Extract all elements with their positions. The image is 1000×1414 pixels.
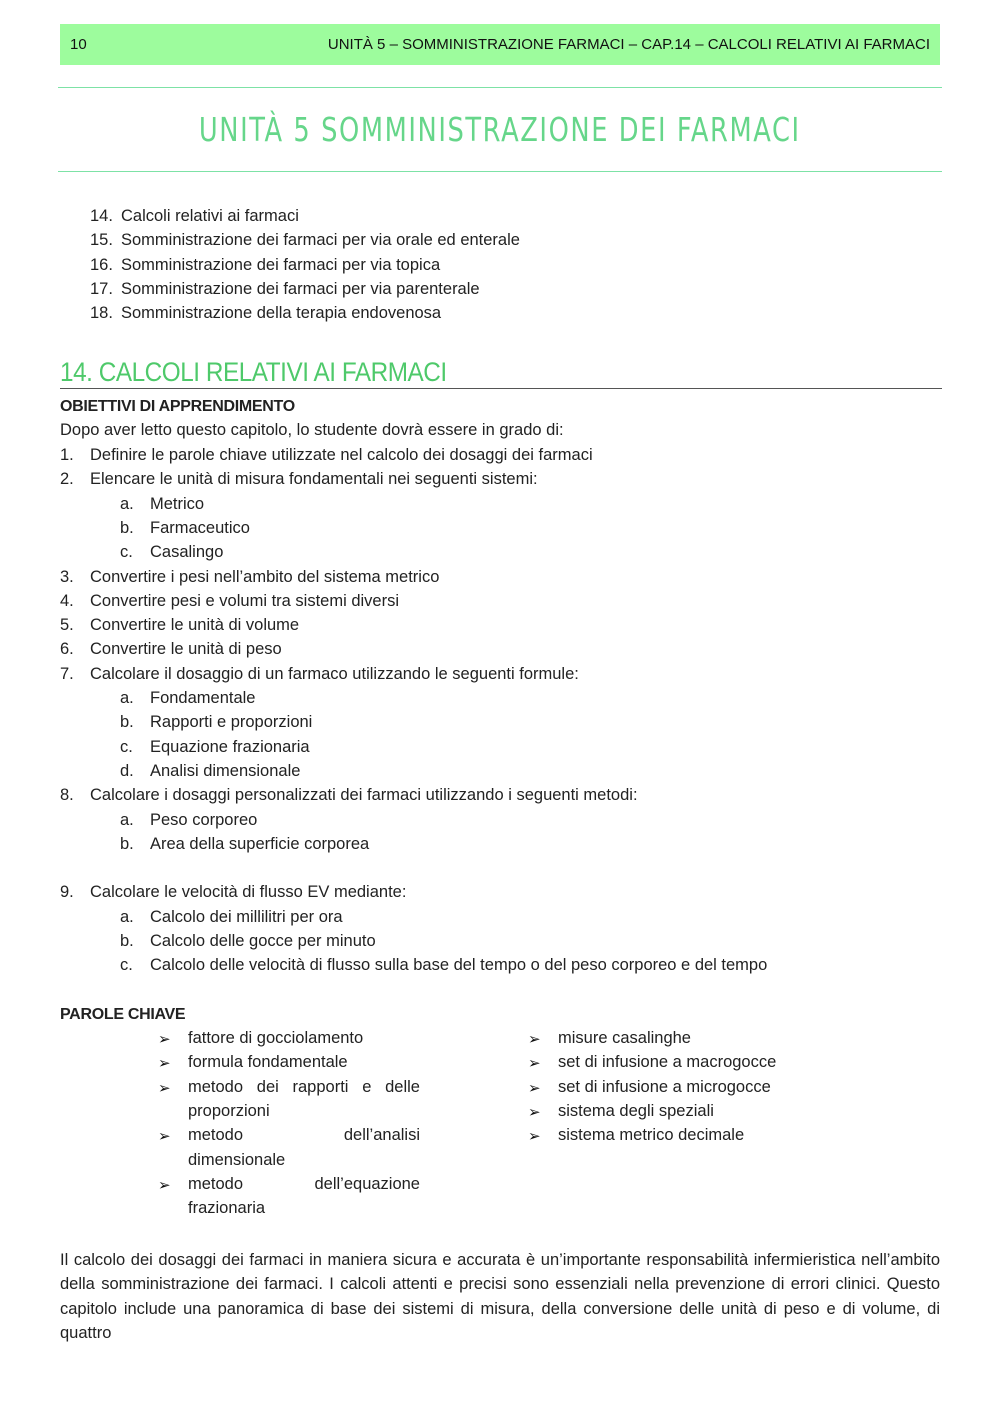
section-heading-text: 14. CALCOLI RELATIVI AI FARMACI [60, 357, 447, 387]
keyword-word: metodo [188, 1126, 244, 1145]
keyword-word: e [362, 1077, 372, 1096]
objective-number: 5. [60, 616, 74, 635]
arrow-bullet-icon: ➢ [528, 1031, 541, 1048]
keyword-text: fattore di gocciolamento [188, 1029, 364, 1047]
arrow-bullet-icon: ➢ [158, 1176, 171, 1194]
chapter-title: Somministrazione dei farmaci per via topica [121, 255, 441, 274]
chapter-title: Somministrazione dei farmaci per via parenterale [121, 279, 480, 298]
arrow-bullet-icon: ➢ [158, 1055, 171, 1073]
objectives-intro: Dopo aver letto questo capitolo, lo studente dovrà essere in grado di: [60, 421, 564, 439]
chapter-number: 15. [90, 231, 113, 250]
objective-subitem-text: Rapporti e proporzioni [150, 713, 313, 732]
arrow-bullet-icon: ➢ [528, 1103, 541, 1121]
objective-text: Calcolare il dosaggio di un farmaco utilizzando le seguenti formule: [90, 664, 579, 683]
objective-text: Calcolare i dosaggi personalizzati dei farmaci utilizzando i seguenti metodi: [90, 786, 638, 805]
keyword-word: dei [256, 1077, 279, 1096]
objective-number: 3. [60, 567, 74, 586]
arrow-bullet-icon: ➢ [528, 1128, 541, 1146]
objectives-title: OBIETTIVI DI APPRENDIMENTO [60, 398, 295, 415]
objective-subitem-text: Calcolo delle gocce per minuto [150, 932, 376, 950]
objective-subitem-text: Equazione frazionaria [150, 737, 310, 756]
keyword-text: frazionaria [188, 1199, 266, 1218]
arrow-bullet-icon: ➢ [158, 1128, 171, 1146]
chapter-item [90, 277, 520, 301]
keyword-text: set di infusione a microgocce [558, 1077, 771, 1096]
objective-number: 9. [60, 883, 74, 902]
keyword-text [188, 1126, 420, 1145]
chapter-item [90, 228, 520, 252]
chapter-number: 17. [90, 279, 113, 298]
objective-subitem-letter: a. [120, 907, 134, 926]
keyword-text: proporzioni [188, 1101, 270, 1120]
objective-subitem-letter: d. [120, 761, 134, 780]
objective-text: Convertire i pesi nell’ambito del sistema metrico [90, 567, 440, 586]
running-header [60, 24, 940, 65]
keyword-text: formula fondamentale [188, 1053, 348, 1072]
objective-subitem-text: Calcolo dei millilitri per ora [150, 907, 343, 926]
section-heading [60, 352, 942, 389]
arrow-bullet-icon: ➢ [528, 1079, 541, 1097]
unit-title: UNITÀ 5 SOMMINISTRAZIONE DEI FARMACI [199, 110, 801, 149]
keyword-text: dimensionale [188, 1150, 286, 1169]
body-paragraph: Il calcolo dei dosaggi dei farmaci in maniera sicura e accurata è un’importante responsabilità infermieristica nell’ambito della somministrazione dei farmaci. I calcoli attenti e precisi sono essenziali nella prevenzione di errori clinici. Questo capitolo include una panoramica di base dei sistemi di misura, della conversione delle unità di peso e di volume, di quattro [60, 1251, 940, 1342]
keyword-word: delle [385, 1077, 420, 1096]
keyword-word: metodo [188, 1077, 244, 1096]
objective-subitem-letter: a. [120, 494, 134, 513]
keyword-text [188, 1078, 420, 1097]
arrow-bullet-icon: ➢ [528, 1055, 541, 1073]
objective-subitem-letter: a. [120, 689, 134, 707]
keyword-word: rapporti [292, 1077, 349, 1096]
chapter-item [90, 204, 520, 228]
objective-subitem-text: Fondamentale [150, 689, 256, 707]
keyword-text [188, 1175, 420, 1194]
objective-number: 8. [60, 786, 74, 805]
arrow-bullet-icon: ➢ [158, 1079, 171, 1097]
keyword-word: metodo [188, 1174, 244, 1193]
objective-number: 6. [60, 640, 74, 659]
objective-subitem-letter: c. [120, 737, 133, 756]
objective-subitem-text: Area della superficie corporea [150, 834, 370, 853]
chapter-title: Somministrazione della terapia endovenosa [121, 304, 442, 323]
keyword-word: dell’equazione [314, 1174, 420, 1193]
keyword-word: dell’analisi [343, 1126, 420, 1145]
unit-title-box [58, 87, 942, 172]
chapter-item [90, 301, 520, 325]
keyword-text: misure casalinghe [558, 1029, 691, 1047]
arrow-bullet-icon: ➢ [158, 1031, 171, 1048]
keyword-text: sistema degli speziali [558, 1101, 714, 1120]
objective-number: 2. [60, 470, 74, 489]
chapter-number: 16. [90, 255, 113, 274]
objective-subitem-text: Casalingo [150, 543, 224, 562]
objective-subitem-text: Peso corporeo [150, 810, 258, 829]
keywords-title: PAROLE CHIAVE [60, 1006, 186, 1023]
objective-text: Convertire le unità di peso [90, 640, 282, 659]
objective-text: Convertire le unità di volume [90, 616, 300, 635]
objective-subitem-letter: c. [120, 956, 133, 975]
page-number: 10 [70, 36, 87, 53]
keyword-text: sistema metrico decimale [558, 1126, 745, 1145]
objective-subitem-letter: b. [120, 713, 134, 732]
objective-text: Convertire pesi e volumi tra sistemi diversi [90, 591, 400, 610]
objective-text: Calcolare le velocità di flusso EV mediante: [90, 883, 407, 902]
keyword-text: set di infusione a macrogocce [558, 1053, 777, 1072]
chapter-title: Somministrazione dei farmaci per via orale ed enterale [121, 231, 520, 250]
chapter-number: 14. [90, 207, 113, 225]
objective-subitem-letter: a. [120, 810, 134, 829]
objective-subitem-letter: b. [120, 834, 134, 853]
objective-number: 4. [60, 591, 74, 610]
objective-text: Definire le parole chiave utilizzate nel calcolo dei dosaggi dei farmaci [90, 446, 593, 464]
objective-number: 7. [60, 664, 74, 683]
objective-subitem-letter: b. [120, 518, 134, 537]
objective-text: Elencare le unità di misura fondamentali nei seguenti sistemi: [90, 470, 538, 489]
objective-subitem-text: Analisi dimensionale [150, 761, 301, 780]
running-title: UNITÀ 5 – SOMMINISTRAZIONE FARMACI – CAP.14 – CALCOLI RELATIVI AI FARMACI [327, 36, 930, 53]
objective-subitem-text: Calcolo delle velocità di flusso sulla base del tempo o del peso corporeo e del tempo [150, 956, 768, 975]
chapter-list [90, 204, 520, 325]
objective-number: 1. [60, 446, 74, 464]
objective-subitem-letter: b. [120, 932, 134, 950]
chapter-number: 18. [90, 304, 113, 323]
objective-subitem-text: Metrico [150, 494, 205, 513]
chapter-title: Calcoli relativi ai farmaci [121, 207, 299, 225]
objective-subitem-letter: c. [120, 543, 133, 562]
objective-subitem-text: Farmaceutico [150, 518, 250, 537]
chapter-item [90, 253, 520, 277]
